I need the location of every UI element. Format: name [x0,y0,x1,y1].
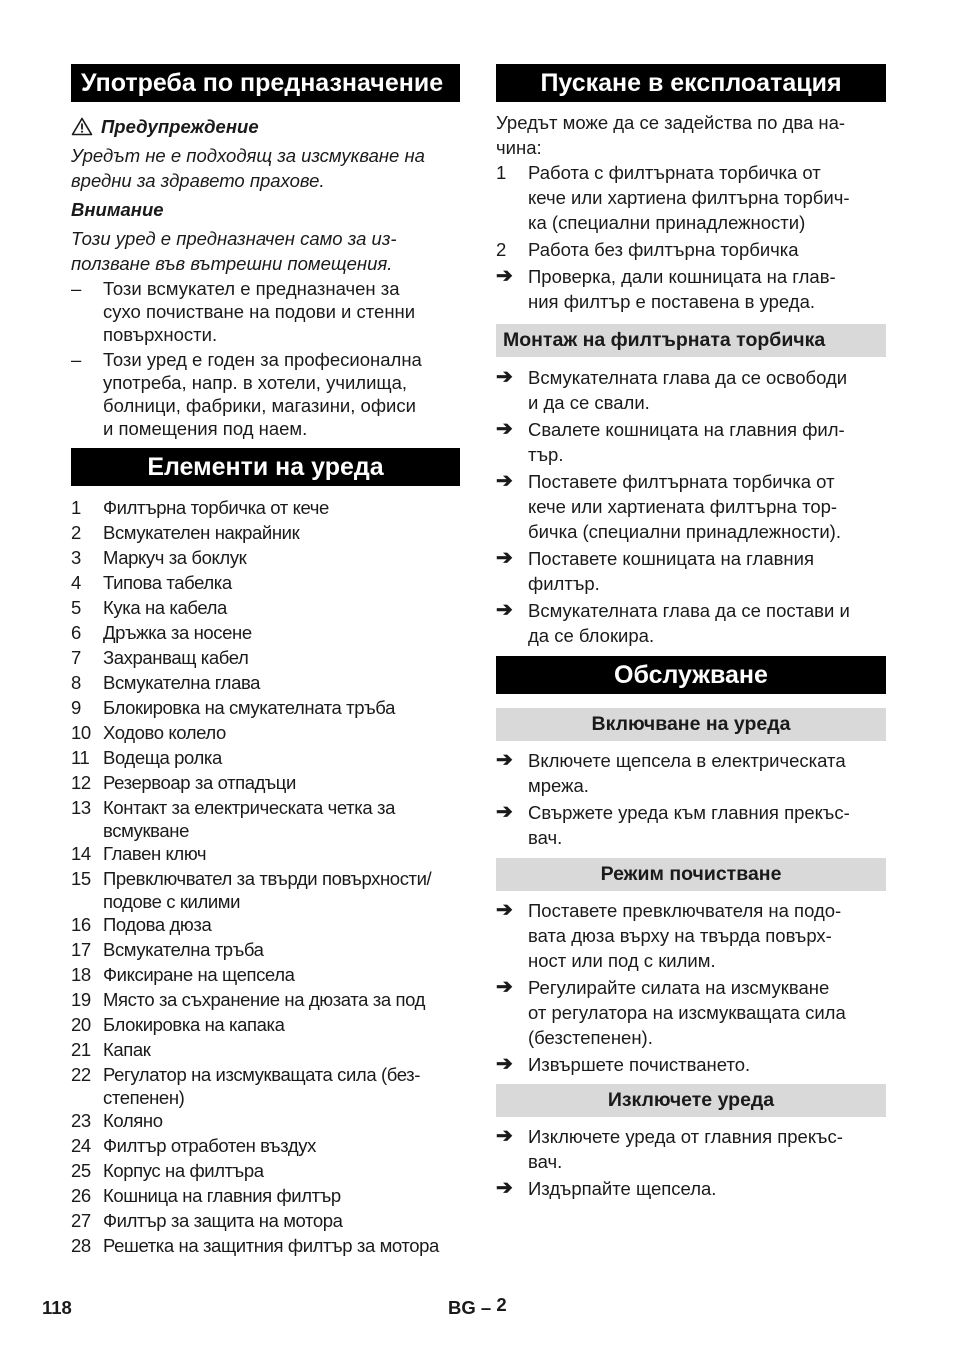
item-number: 14 [71,843,91,864]
list-item [71,620,460,645]
list-item [71,1233,460,1258]
step-text: Издърпайте щепсела. [528,1178,717,1199]
page-language-indicator [448,1294,507,1319]
item-text: Корпус на филтъра [103,1160,264,1181]
item-text: Филтър отработен въздух [103,1135,316,1156]
step-text: Поставете кошницата на главния филтър. [528,548,815,594]
list-item [496,748,886,798]
warning-heading [71,114,460,139]
arrow-icon: ➔ [496,1177,513,1199]
arrow-icon: ➔ [496,976,513,998]
arrow-icon: ➔ [496,418,513,440]
item-number: 16 [71,914,91,935]
list-item [71,545,460,570]
item-number: 7 [71,647,81,668]
list-item [71,720,460,745]
item-number: 18 [71,964,91,985]
subsection-title-filter-bag-mounting: Монтаж на филтърната торбичка [496,324,886,357]
list-item [496,1124,886,1174]
step-text: Поставете превключвателя на подо- вата дюза върху на твърда повърх- ност или под с килим. [528,900,842,971]
item-text: Резервоар за отпадъци [103,772,296,793]
item-number: 8 [71,672,81,693]
item-text: Всмукателен накрайник [103,522,300,543]
list-item [71,1133,460,1158]
item-number: 10 [71,722,91,743]
item-text: Всмукателна тръба [103,939,264,960]
list-item [496,598,886,648]
sub-page-number: 2 [496,1294,507,1315]
item-number: 21 [71,1039,91,1060]
item-number: 22 [71,1064,91,1085]
list-item [71,1158,460,1183]
item-text: Коляно [103,1110,163,1131]
item-number: 19 [71,989,91,1010]
arrow-icon: ➔ [496,547,513,569]
list-item [496,1176,886,1201]
list-item: – Този всмукател е предназначен за сухо почистване на подови и стенни повърхности. [71,278,416,345]
item-text: Фиксиране на щепсела [103,964,295,985]
list-item [71,770,460,795]
step-text: Свържете уреда към главния прекъс- вач. [528,802,850,848]
left-column [71,64,460,1258]
item-number: 11 [71,747,90,768]
list-item [71,745,460,770]
item-text: Филтърна торбичка от кече [103,497,329,518]
section-title-start-up: Пускане в експлоатация [496,64,886,102]
list-item: ➔ Проверка, дали кошницата на глав- ния филтър е поставена в уреда. [496,265,836,312]
list-item [496,469,886,544]
item-text: Подова дюза [103,914,212,935]
list-item [71,495,460,520]
list-item [71,1062,460,1108]
item-number: 12 [71,772,91,793]
item-number: 4 [71,572,81,593]
item-text: Кошница на главния филтър [103,1185,341,1206]
item-text: Водеща ролка [103,747,222,768]
subsection-title-switch-on: Включване на уреда [496,708,886,741]
item-number: 23 [71,1110,91,1131]
arrow-icon: ➔ [496,366,513,388]
list-item [71,912,460,937]
list-item: 1 Работа с филтърната торбичка от кече или хартиена филтърна торбич- ка (специални принадлежности) [496,162,850,233]
item-number: 6 [71,622,81,643]
step-text: Извършете почистването. [528,1054,751,1075]
item-number: 13 [71,797,91,818]
arrow-icon: ➔ [496,470,513,492]
arrow-icon: ➔ [496,801,513,823]
item-text: Главен ключ [103,843,207,864]
item-text: Блокировка на капака [103,1014,285,1035]
attention-label: Внимание [71,199,164,220]
item-text: Регулатор на изсмукващата сила (без- степенен) [103,1064,421,1108]
arrow-icon: ➔ [496,1125,513,1147]
list-item [71,695,460,720]
item-number: 20 [71,1014,91,1035]
switch-off-steps [496,1124,886,1201]
item-text: Захранващ кабел [103,647,249,668]
list-item [71,987,460,1012]
item-text: Маркуч за боклук [103,547,247,568]
item-number: 5 [71,597,81,618]
item-number: 9 [71,697,81,718]
subsection-title-switch-off: Изключете уреда [496,1084,886,1117]
list-item [71,1037,460,1062]
item-number: 27 [71,1210,91,1231]
item-text: Решетка на защитния филтър за мотора [103,1235,439,1256]
list-item [496,800,886,850]
list-item [71,866,460,912]
section-title-intended-use: Употреба по предназначение [71,64,460,102]
section-title-operation: Обслужване [496,656,886,694]
list-item [71,670,460,695]
separator-dash: – [480,1297,492,1318]
item-number: 2 [71,522,81,543]
item-text: Филтър за защита на мотора [103,1210,343,1231]
item-number: 28 [71,1235,91,1256]
list-item [71,1108,460,1133]
list-item [71,795,460,841]
list-item [496,898,886,973]
item-text: Всмукателна глава [103,672,261,693]
list-item [496,365,886,415]
list-item [496,1052,886,1077]
start-up-intro: Уредът може да се задейства по два на- чина: [496,112,846,158]
list-item: – Този уред е годен за професионална употреба, напр. в хотели, училища, болници, фабрики, магазини, офиси и помещения под наем. [71,349,422,439]
item-text: Място за съхранение на дюзата за под [103,989,425,1010]
list-item: 2 Работа без филтърна торбичка [496,239,799,260]
list-item [71,1183,460,1208]
step-text: Всмукателната глава да се постави и да се блокира. [528,600,850,646]
step-text: Всмукателната глава да се освободи и да се свали. [528,367,848,413]
arrow-icon: ➔ [496,749,513,771]
list-item [71,1012,460,1037]
step-text: Поставете филтърната торбичка от кече или хартиената филтърна тор- бичка (специални принадлежности). [528,471,841,542]
step-text: Регулирайте силата на изсмукване от регулатора на изсмукващата сила (безстепенен). [528,977,846,1048]
list-item [71,1208,460,1233]
arrow-icon: ➔ [496,1053,513,1075]
right-column [496,64,886,1201]
page-number: 118 [42,1297,72,1318]
item-number: 17 [71,939,91,960]
item-number: 1 [71,497,81,518]
warning-text: Уредът не е подходящ за изсмукване на вредни за здравето прахове. [71,145,425,191]
item-number: 24 [71,1135,91,1156]
list-item [71,962,460,987]
list-item [71,937,460,962]
item-number: 3 [71,547,81,568]
subsection-title-cleaning-mode: Режим почистване [496,858,886,891]
list-item [71,520,460,545]
list-item [71,841,460,866]
item-text: Контакт за електрическата четка за всмукване [103,797,395,841]
switch-on-steps [496,748,886,850]
attention-text: Този уред е предназначен само за из- ползване във вътрешни помещения. [71,228,397,274]
list-item [71,645,460,670]
list-item [496,417,886,467]
arrow-icon: ➔ [496,899,513,921]
list-item [496,975,886,1050]
section-title-device-elements: Елементи на уреда [71,448,460,486]
filter-bag-mounting-steps [496,365,886,648]
cleaning-mode-steps [496,898,886,1077]
list-item [71,570,460,595]
step-text: Изключете уреда от главния прекъс- вач. [528,1126,843,1172]
warning-label: Предупреждение [101,116,259,137]
item-text: Типова табелка [103,572,232,593]
step-text: Свалете кошницата на главния фил- тър. [528,419,845,465]
device-elements-list [71,495,460,1258]
language-code: BG [448,1297,476,1318]
arrow-icon: ➔ [496,265,513,287]
item-number: 26 [71,1185,91,1206]
step-text: Включете щепсела в електрическата мрежа. [528,750,846,796]
item-number: 15 [71,868,91,889]
list-item [496,546,886,596]
item-text: Капак [103,1039,151,1060]
item-text: Ходово колело [103,722,226,743]
warning-triangle-icon [71,117,93,136]
item-text: Кука на кабела [103,597,227,618]
item-number: 25 [71,1160,91,1181]
list-item [71,595,460,620]
item-text: Превключвател за твърди повърхности/ подове с килими [103,868,432,912]
item-text: Дръжка за носене [103,622,252,643]
item-text: Блокировка на смукателната тръба [103,697,395,718]
arrow-icon: ➔ [496,599,513,621]
